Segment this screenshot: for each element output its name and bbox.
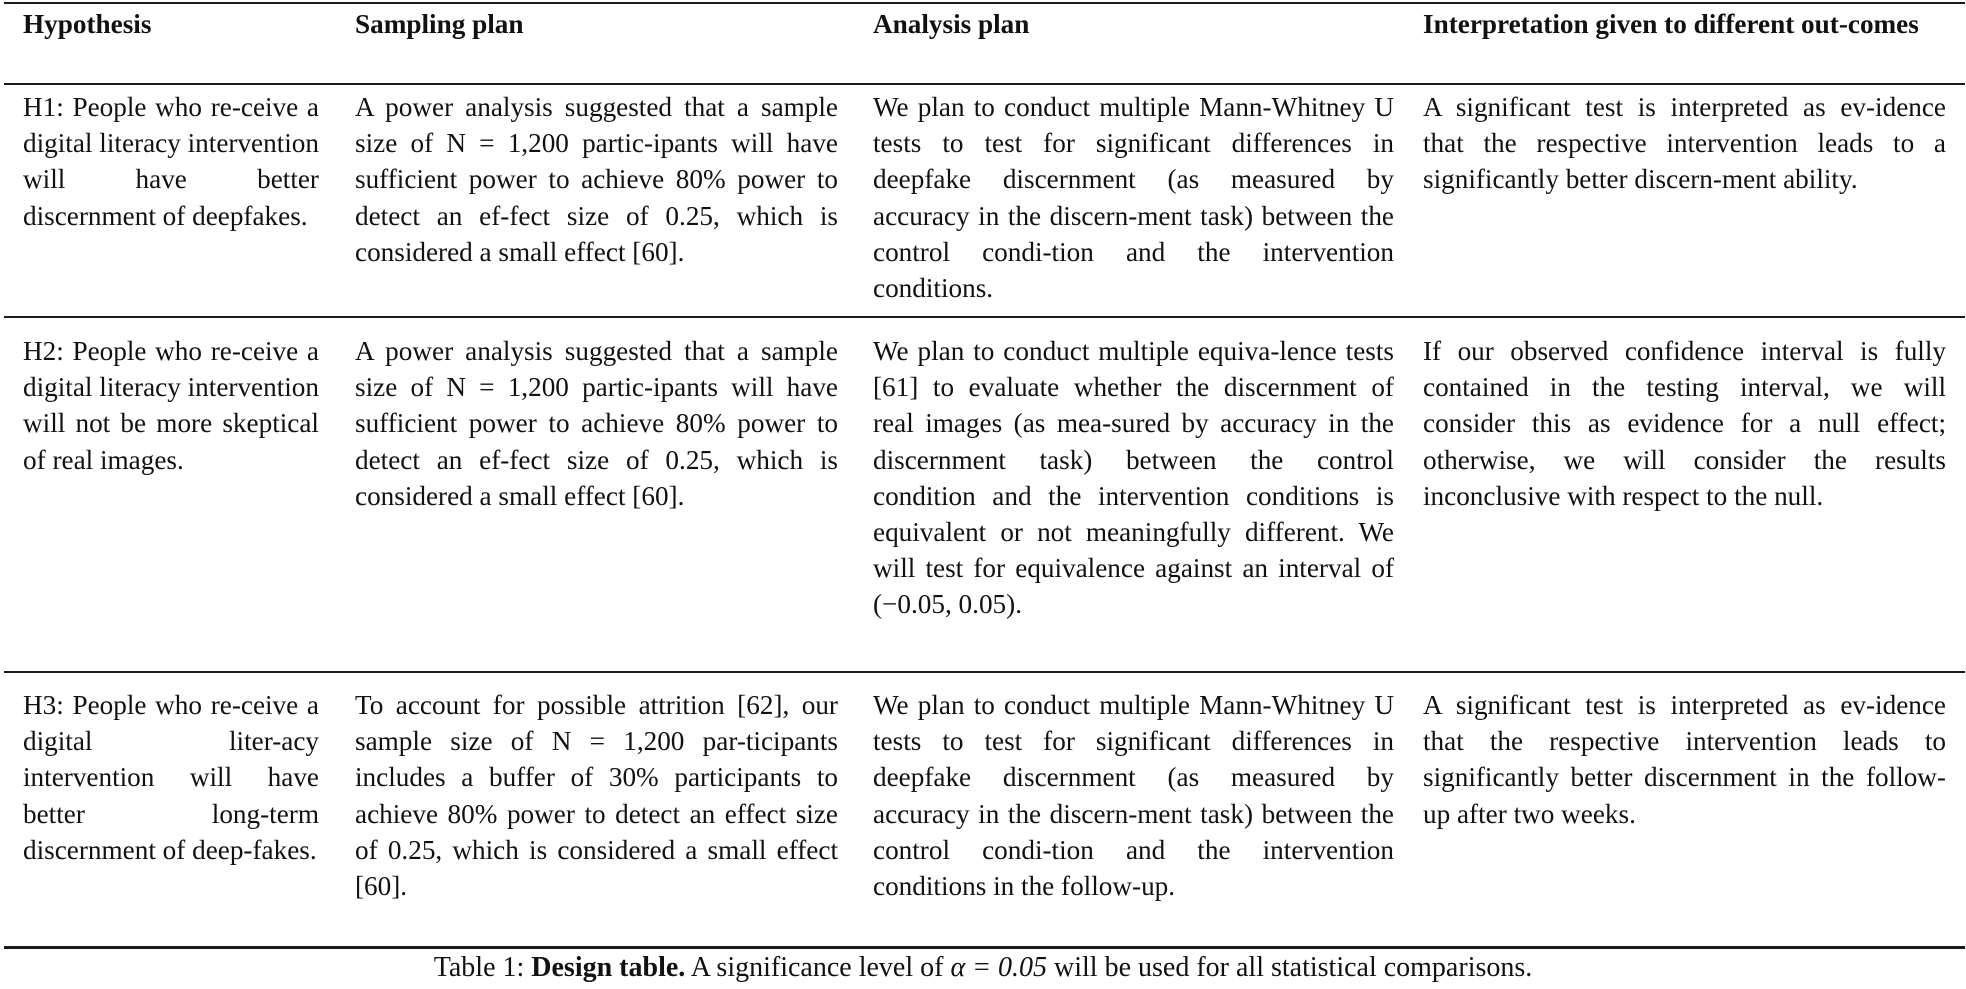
sampling-plan-cell: To account for possible attrition [62], our sample size of N = 1,200 par-ticipants includes a buffer of 30% participants to achieve 80% power to detect an effect size of 0.25, which is considered a small effect [60]. bbox=[355, 690, 838, 902]
analysis-plan-cell: We plan to conduct multiple Mann-Whitney U tests to test for significant differences in deepfake discernment (as measured by accuracy in the discern-ment task) between the control condi-tion and the intervention conditions in the follow-up. bbox=[873, 690, 1394, 902]
hypothesis-cell: H1: People who re-ceive a digital literacy intervention will have better discernment of deepfakes. bbox=[23, 92, 319, 231]
interpretation-cell: A significant test is interpreted as ev-idence that the respective intervention leads to significantly better discernment in the follow-up after two weeks. bbox=[1423, 690, 1946, 829]
header-sampling-plan: Sampling plan bbox=[355, 9, 524, 39]
sampling-plan-cell: A power analysis suggested that a sample size of N = 1,200 partic-ipants will have sufficient power to achieve 80% power to detect an ef-fect size of 0.25, which is considered a small effect [60]. bbox=[355, 336, 838, 511]
analysis-plan-cell: We plan to conduct multiple equiva-lence tests [61] to evaluate whether the discernment of real images (as mea-sured by accuracy in the discernment task) between the control condition and the intervention conditions is equivalent or not meaningfully different. We will test for equivalence against an interval of (−0.05, 0.05). bbox=[873, 336, 1394, 620]
row-rule bbox=[4, 671, 1965, 673]
header-interpretation: Interpretation given to different out-comes bbox=[1423, 9, 1919, 39]
row-rule bbox=[4, 316, 1965, 318]
header-rule bbox=[4, 83, 1965, 85]
top-rule bbox=[4, 2, 1965, 4]
header-hypothesis: Hypothesis bbox=[23, 9, 152, 39]
header-analysis-plan: Analysis plan bbox=[873, 9, 1030, 39]
interpretation-cell: If our observed confidence interval is fully contained in the testing interval, we will consider this as evidence for a null effect; otherwise, we will consider the results inconclusive with respect to the null. bbox=[1423, 336, 1946, 511]
caption-math: α = 0.05 bbox=[950, 952, 1048, 983]
caption-title: Design table. bbox=[531, 952, 686, 983]
interpretation-cell: A significant test is interpreted as ev-idence that the respective intervention leads to a significantly better discern-ment ability. bbox=[1423, 92, 1946, 195]
caption-text: A significance level of bbox=[690, 952, 944, 983]
sampling-plan-cell: A power analysis suggested that a sample size of N = 1,200 partic-ipants will have sufficient power to achieve 80% power to detect an ef-fect size of 0.25, which is considered a small effect [60]. bbox=[355, 92, 838, 267]
hypothesis-cell: H2: People who re-ceive a digital literacy intervention will not be more skeptical of real images. bbox=[23, 336, 319, 475]
caption-text-end: will be used for all statistical comparisons. bbox=[1054, 952, 1533, 983]
analysis-plan-cell: We plan to conduct multiple Mann-Whitney U tests to test for significant differences in deepfake discernment (as measured by accuracy in the discern-ment task) between the control condi-tion and the intervention conditions. bbox=[873, 92, 1394, 304]
caption-label: Table 1: bbox=[433, 952, 525, 983]
bottom-rule bbox=[4, 946, 1965, 949]
hypothesis-cell: H3: People who re-ceive a digital liter-acy intervention will have better long-term discernment of deep-fakes. bbox=[23, 690, 319, 865]
table-caption bbox=[0, 950, 1966, 986]
